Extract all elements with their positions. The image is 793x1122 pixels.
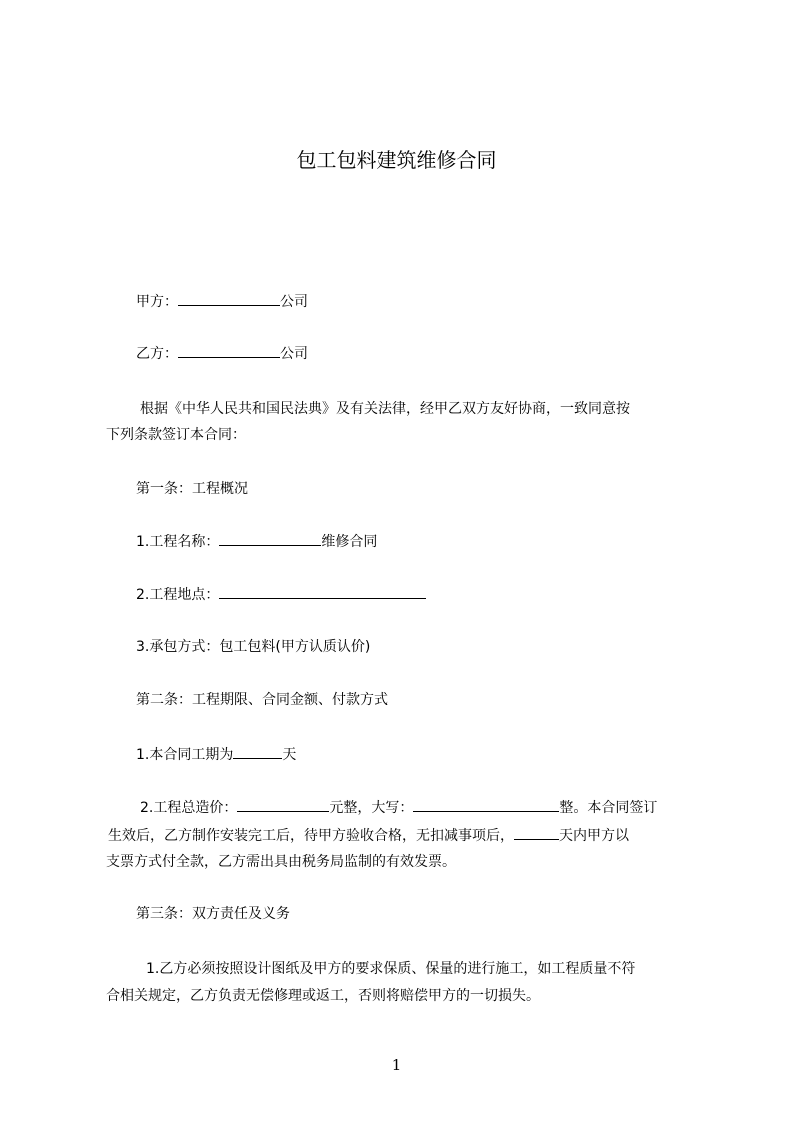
party-b-label: 乙方： bbox=[136, 346, 178, 362]
duration-suffix: 天 bbox=[282, 747, 297, 763]
article-2-item-2-line-1 bbox=[140, 797, 657, 818]
article-3-item-1-line-2: 合相关规定，乙方负责无偿修理或返工，否则将赔偿甲方的一切损失。 bbox=[106, 988, 540, 1004]
page-number: 1 bbox=[391, 1056, 402, 1074]
article-2-heading: 第二条：工程期限、合同金额、付款方式 bbox=[136, 692, 388, 708]
party-b-blank bbox=[178, 343, 280, 358]
article-1-item-3: 3.承包方式：包工包料(甲方认质认价) bbox=[136, 639, 371, 655]
total-price-label: 2.工程总造价： bbox=[140, 800, 238, 816]
duration-blank bbox=[233, 744, 282, 759]
total-price-mid: 元整，大写： bbox=[329, 800, 414, 816]
party-a-blank bbox=[178, 291, 280, 306]
party-b-suffix: 公司 bbox=[280, 346, 308, 362]
party-a-suffix: 公司 bbox=[280, 294, 308, 310]
article-1-item-2 bbox=[136, 584, 426, 605]
payment-days-blank bbox=[514, 825, 559, 840]
article-1-heading: 第一条：工程概况 bbox=[136, 481, 248, 497]
payment-text-b: 天内甲方以 bbox=[559, 828, 629, 844]
article-1-item-1 bbox=[136, 531, 377, 552]
project-name-blank bbox=[219, 531, 321, 546]
article-2-item-2-line-2 bbox=[108, 825, 629, 846]
project-name-label: 1.工程名称： bbox=[136, 534, 220, 550]
article-3-item-1-line-1: 1.乙方必须按照设计图纸及甲方的要求保质、保量的进行施工，如工程质量不符 bbox=[146, 961, 636, 977]
total-price-tail: 整。本合同签订 bbox=[559, 800, 658, 816]
party-a-label: 甲方： bbox=[136, 294, 178, 310]
project-location-label: 2.工程地点： bbox=[136, 587, 220, 603]
party-a-line bbox=[136, 291, 308, 312]
article-3-heading: 第三条：双方责任及义务 bbox=[136, 906, 290, 922]
duration-label: 1.本合同工期为 bbox=[136, 747, 234, 763]
total-price-blank bbox=[237, 797, 329, 812]
total-price-words-blank bbox=[413, 797, 559, 812]
article-2-item-1 bbox=[136, 744, 296, 765]
intro-line-2: 下列条款签订本合同： bbox=[106, 427, 246, 443]
project-location-blank bbox=[219, 584, 426, 599]
page-title: 包工包料建筑维修合同 bbox=[296, 148, 497, 172]
party-b-line bbox=[136, 343, 308, 364]
project-name-suffix: 维修合同 bbox=[321, 534, 378, 550]
intro-line-1: 根据《中华人民共和国民法典》及有关法律，经甲乙双方友好协商，一致同意按 bbox=[140, 401, 630, 417]
article-2-item-2-line-3: 支票方式付全款，乙方需出具由税务局监制的有效发票。 bbox=[106, 854, 456, 870]
payment-text-a: 生效后，乙方制作安装完工后，待甲方验收合格，无扣减事项后， bbox=[108, 828, 514, 844]
